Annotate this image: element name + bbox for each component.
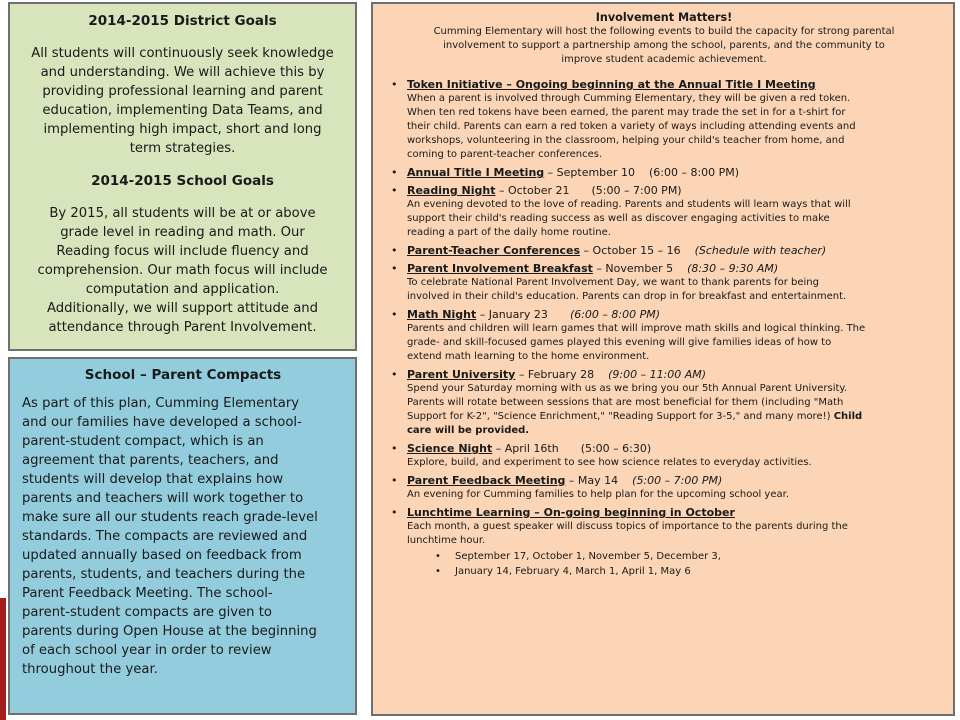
event-token-initiative bbox=[385, 77, 943, 162]
compacts-line: parents during Open House at the beginning bbox=[22, 624, 317, 639]
compacts-line: students will develop that explains how bbox=[22, 472, 284, 487]
district-goals-line: education, implementing Data Teams, and bbox=[42, 103, 323, 118]
event-desc-line: An evening devoted to the love of reading. Parents and students will learn ways that will bbox=[407, 199, 851, 210]
event-date: – February 28 bbox=[515, 368, 595, 381]
bullet-icon: • bbox=[391, 184, 398, 197]
compacts-line: and our families have developed a school- bbox=[22, 415, 302, 430]
compacts-line: of each school year in order to review bbox=[22, 643, 272, 658]
event-desc-line: When ten red tokens have been earned, the parent may trade the set in for a t-shirt for bbox=[407, 107, 846, 118]
compacts-line: agreement that parents, teachers, and bbox=[22, 453, 279, 468]
school-goals-line: computation and application. bbox=[85, 282, 280, 297]
event-date: – November 5 bbox=[592, 262, 674, 275]
event-date: – September 10 bbox=[544, 166, 635, 179]
compacts-line: parents, students, and teachers during the bbox=[22, 567, 306, 582]
school-goals-line: grade level in reading and math. Our bbox=[60, 225, 305, 240]
involvement-intro-line: improve student academic achievement. bbox=[561, 54, 767, 65]
lunchtime-dates: September 17, October 1, November 5, December 3, bbox=[455, 551, 721, 562]
event-time: (8:30 – 9:30 AM) bbox=[687, 262, 779, 275]
school-goals-line: By 2015, all students will be at or above bbox=[49, 206, 316, 221]
involvement-intro-line: Cumming Elementary will host the following events to build the capacity for strong parental bbox=[433, 26, 895, 37]
involvement-intro-line: involvement to support a partnership among the school, parents, and the community to bbox=[443, 40, 885, 51]
event-desc-bold: Child bbox=[833, 411, 863, 422]
compacts-line: As part of this plan, Cumming Elementary bbox=[22, 396, 300, 411]
event-date: – April 16th bbox=[492, 442, 559, 455]
event-math-night bbox=[385, 307, 943, 364]
event-list bbox=[385, 77, 943, 579]
event-parent-feedback-meeting bbox=[385, 473, 943, 502]
event-name: Science Night bbox=[407, 442, 493, 455]
event-time: (5:00 – 7:00 PM) bbox=[632, 474, 723, 487]
bullet-icon: • bbox=[391, 442, 398, 455]
event-time: (9:00 – 11:00 AM) bbox=[608, 368, 707, 381]
event-date: – October 15 – 16 bbox=[580, 244, 681, 257]
event-name: Lunchtime Learning – On-going beginning in October bbox=[407, 506, 735, 519]
involvement-title: Involvement Matters! bbox=[595, 11, 733, 24]
school-goals-title: 2014-2015 School Goals bbox=[91, 173, 274, 189]
event-name: Parent Feedback Meeting bbox=[407, 474, 566, 487]
event-parent-teacher-conferences bbox=[385, 243, 943, 258]
bullet-icon: • bbox=[391, 262, 398, 275]
event-name: Parent-Teacher Conferences bbox=[407, 244, 581, 257]
event-name: Annual Title I Meeting bbox=[407, 166, 545, 179]
bullet-icon: • bbox=[391, 78, 398, 91]
event-time: (5:00 – 6:30) bbox=[580, 442, 652, 455]
event-annual-title-i-meeting bbox=[385, 165, 943, 180]
event-science-night bbox=[385, 441, 943, 470]
event-desc-line: workshops, volunteering in the classroom, helping your child's teacher from home, and bbox=[407, 135, 845, 146]
event-name: Math Night bbox=[407, 308, 477, 321]
compacts-panel bbox=[8, 357, 357, 715]
event-desc-line: Explore, build, and experiment to see how science relates to everyday activities. bbox=[407, 457, 812, 468]
event-name: Parent University bbox=[407, 368, 516, 381]
district-goals-line: All students will continuously seek knowledge bbox=[31, 46, 334, 61]
event-name: Parent Involvement Breakfast bbox=[407, 262, 593, 275]
event-desc-bold: care will be provided. bbox=[407, 425, 530, 436]
compacts-line: parents and teachers will work together to bbox=[22, 491, 304, 506]
event-desc-line: lunchtime hour. bbox=[407, 535, 486, 546]
event-lunchtime-learning bbox=[385, 505, 943, 579]
event-time: (6:00 – 8:00 PM) bbox=[648, 166, 740, 179]
district-goals-title: 2014-2015 District Goals bbox=[88, 13, 277, 29]
school-goals-line: Reading focus will include fluency and bbox=[56, 244, 309, 259]
event-time: (Schedule with teacher) bbox=[694, 244, 827, 257]
event-desc-line: Parents and children will learn games that will improve math skills and logical thinking. The bbox=[407, 323, 866, 334]
event-desc-line: support their child's reading success as well as discover engaging activities to make bbox=[407, 213, 830, 224]
compacts-line: Parent Feedback Meeting. The school- bbox=[22, 586, 273, 601]
event-time: (6:00 – 8:00 PM) bbox=[569, 308, 661, 321]
event-desc-line: To celebrate National Parent Involvement Day, we want to thank parents for being bbox=[407, 277, 819, 288]
event-desc-line: Support for K-2", "Science Enrichment," "Reading Support for 3-5," and many more!) bbox=[407, 411, 831, 422]
bullet-icon: • bbox=[391, 506, 398, 519]
event-desc-line: When a parent is involved through Cumming Elementary, they will be given a red token. bbox=[407, 93, 851, 104]
school-goals-line: comprehension. Our math focus will include bbox=[37, 263, 328, 278]
district-goals-line: providing professional learning and parent bbox=[42, 84, 323, 99]
event-name: Reading Night bbox=[407, 184, 496, 197]
event-time: (5:00 – 7:00 PM) bbox=[591, 184, 682, 197]
list-item bbox=[407, 564, 943, 579]
event-desc-line: their child. Parents can earn a red token a variety of ways including attending events and bbox=[407, 121, 856, 132]
sub-bullet-icon: • bbox=[435, 566, 441, 577]
bullet-icon: • bbox=[391, 166, 398, 179]
bullet-icon: • bbox=[391, 474, 398, 487]
district-goals-line: implementing high impact, short and long bbox=[43, 122, 322, 137]
district-goals-line: term strategies. bbox=[129, 141, 236, 156]
event-desc-line: involved in their child's education. Parents can drop in for breakfast and entertainment. bbox=[407, 291, 847, 302]
event-date: – May 14 bbox=[565, 474, 619, 487]
list-item bbox=[407, 549, 943, 564]
event-date: – October 21 bbox=[495, 184, 570, 197]
compacts-line: parent-student compact, which is an bbox=[22, 434, 264, 449]
lunchtime-dates: January 14, February 4, March 1, April 1, May 6 bbox=[455, 566, 691, 577]
event-reading-night bbox=[385, 183, 943, 240]
event-desc-line: Spend your Saturday morning with us as we bring you our 5th Annual Parent University. bbox=[407, 383, 848, 394]
goals-panel bbox=[8, 2, 357, 351]
compacts-line: updated annually based on feedback from bbox=[22, 548, 302, 563]
event-desc-line: Each month, a guest speaker will discuss topics of importance to the parents during the bbox=[407, 521, 848, 532]
compacts-line: standards. The compacts are reviewed and bbox=[22, 529, 308, 544]
bullet-icon: • bbox=[391, 244, 398, 257]
school-goals-line: Additionally, we will support attitude and bbox=[46, 301, 319, 316]
bullet-icon: • bbox=[391, 368, 398, 381]
compacts-line: make sure all our students reach grade-level bbox=[22, 510, 318, 525]
school-goals-line: attendance through Parent Involvement. bbox=[48, 320, 317, 335]
event-desc-line: grade- and skill-focused games played this evening will give families ideas of how to bbox=[407, 337, 832, 348]
event-parent-university bbox=[385, 367, 943, 438]
sub-bullet-icon: • bbox=[435, 551, 441, 562]
lunchtime-dates-list bbox=[407, 549, 943, 579]
event-desc-line: An evening for Cumming families to help plan for the upcoming school year. bbox=[407, 489, 789, 500]
event-parent-involvement-breakfast bbox=[385, 261, 943, 304]
event-date: – January 23 bbox=[476, 308, 548, 321]
event-desc-line: coming to parent-teacher conferences. bbox=[407, 149, 603, 160]
accent-bar bbox=[0, 598, 6, 720]
event-name: Token Initiative – Ongoing beginning at the Annual Title I Meeting bbox=[407, 78, 816, 91]
event-desc-line: Parents will rotate between sessions that are most beneficial for them (including "Math bbox=[407, 397, 844, 408]
bullet-icon: • bbox=[391, 308, 398, 321]
event-desc-line: extend math learning to the home environment. bbox=[407, 351, 650, 362]
compacts-line: parent-student compacts are given to bbox=[22, 605, 272, 620]
involvement-panel bbox=[371, 2, 955, 716]
event-desc-line: reading a part of the daily home routine. bbox=[407, 227, 611, 238]
district-goals-line: and understanding. We will achieve this by bbox=[40, 65, 325, 80]
compacts-line: throughout the year. bbox=[22, 662, 158, 677]
compacts-title: School – Parent Compacts bbox=[84, 367, 282, 383]
